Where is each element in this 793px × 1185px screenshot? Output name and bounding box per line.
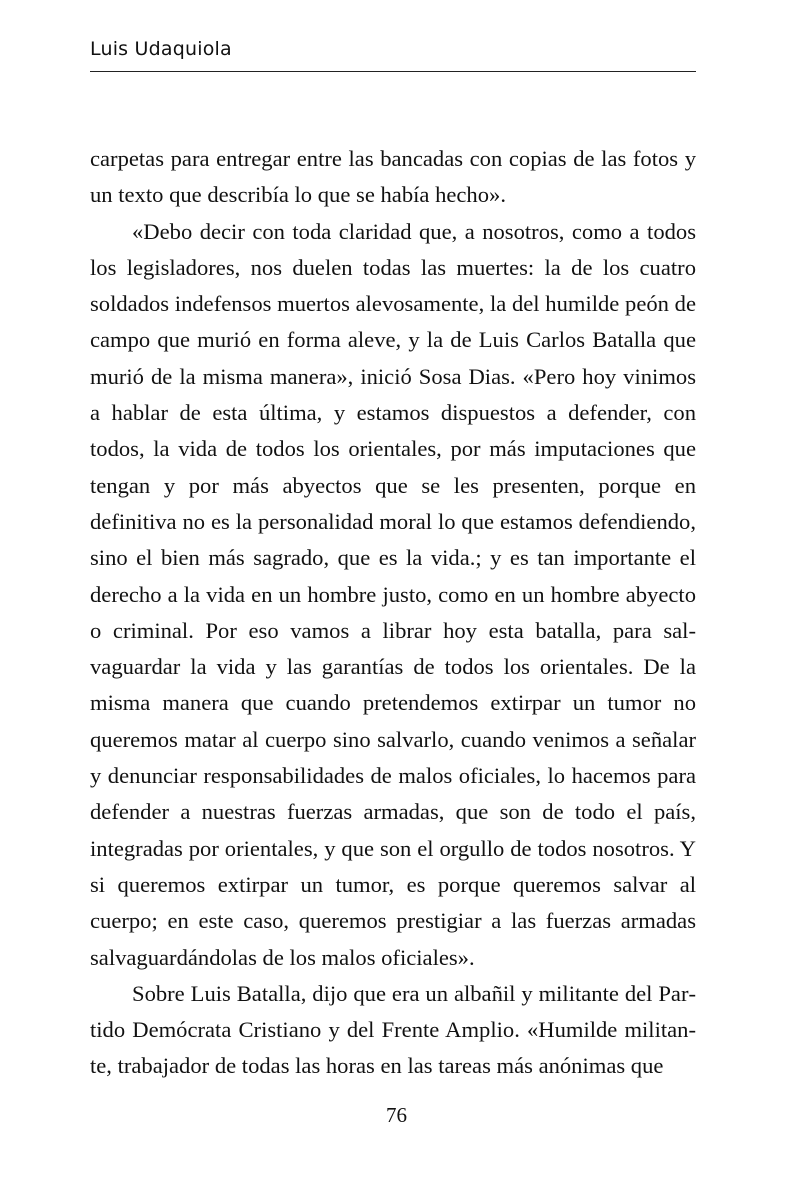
paragraph-batalla: Sobre Luis Batalla, dijo que era un albañil y militante del Partido Demócrata Cristiano y del Frente Amplio. «Humilde militante, trabajador de todas las horas en las tareas más anónimas que: [90, 980, 696, 1079]
running-header: [90, 36, 696, 76]
page-body: [90, 141, 696, 1085]
paragraph-quote: «Debo decir con toda claridad que, a nosotros, como a todos los legisladores, nos duelen todas las muertes: la de los cuatro soldados indefensos muertos alevosamente, la del humilde peón de campo que murió en forma aleve, y la de Luis Carlos Batalla que murió de la misma manera», inició Sosa Dias. «Pero hoy vinimos a hablar de esta última, y estamos dispuestos a defender, con todos, la vida de todos los orientales, por más imputaciones que tengan y por más abyectos que se les presenten, porque en definitiva no es la personalidad moral lo que estamos defendiendo, sino el bien más sagrado, que es la vida.; y es tan importante el derecho a la vida en un hombre justo, como en un hombre abyecto o criminal. Por eso vamos a librar hoy esta batalla, para salvaguardar la vida y las garantías de todos los orientales. De la misma manera que cuando pretendemos extirpar un tumor no queremos matar al cuerpo sino salvarlo, cuando venimos a señalar y denunciar responsabilidades de malos oficiales, lo hacemos para defender a nuestras fuerzas armadas, que son de todo el país, integradas por orientales, y que son el orgullo de todos nosotros. Y si queremos extirpar un tumor, es porque queremos salvar al cuerpo; en este caso, queremos prestigiar a las fuerzas armadas salvaguardándolas de los malos oficiales».: [90, 218, 696, 970]
running-header-author: Luis Udaquiola: [90, 38, 232, 60]
paragraph-continued: carpetas para entregar entre las bancadas con copias de las fotos y un texto que describía lo que se había hecho».: [90, 146, 696, 208]
header-divider: [90, 71, 696, 72]
page-number: 76: [386, 1103, 407, 1127]
